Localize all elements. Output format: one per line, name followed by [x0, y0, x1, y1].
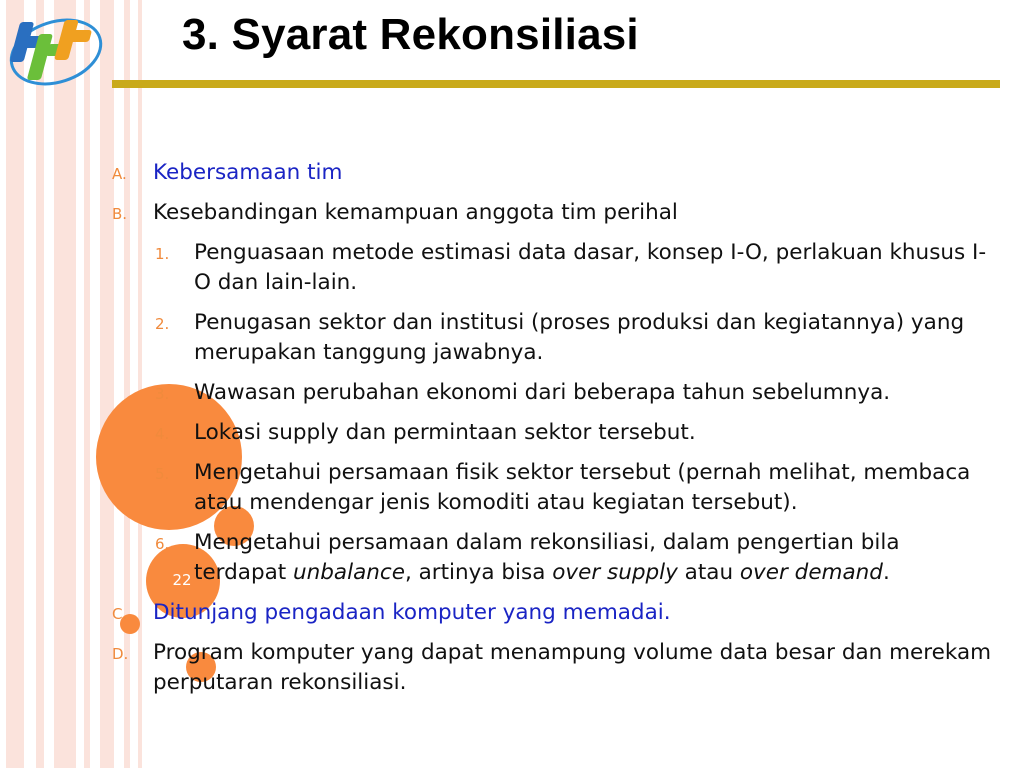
- list-item-text: Wawasan perubahan ekonomi dari beberapa tahun sebelumnya.: [194, 380, 891, 405]
- list-marker: D.: [112, 645, 129, 663]
- list-marker: 4.: [155, 425, 170, 443]
- text-segment-italic: over supply: [552, 560, 678, 585]
- list-marker: 2.: [155, 315, 170, 333]
- list-item: [112, 378, 992, 408]
- list-item: [112, 418, 992, 448]
- list-marker: 3.: [155, 385, 170, 403]
- list-item: [112, 158, 992, 188]
- text-segment-italic: over demand: [739, 560, 883, 585]
- list-item-text: Mengetahui persamaan fisik sektor tersebut (pernah melihat, membaca atau mendengar jenis komoditi atau kegiatan tersebut).: [194, 460, 971, 515]
- list-marker: 5.: [155, 465, 170, 483]
- list-item-text: Penugasan sektor dan institusi (proses produksi dan kegiatannya) yang merupakan tanggung jawabnya.: [194, 310, 965, 365]
- page-number: 22: [172, 571, 192, 589]
- list-item: [112, 458, 992, 518]
- bullet-list: [112, 158, 992, 708]
- title-divider: [112, 80, 1000, 88]
- list-item-text: Program komputer yang dapat menampung volume data besar dan merekam perputaran rekonsiliasi.: [153, 640, 992, 695]
- list-marker: 6.: [155, 535, 170, 553]
- list-item-text: Lokasi supply dan permintaan sektor tersebut.: [194, 420, 696, 445]
- list-item-text: Kesebandingan kemampuan anggota tim perihal: [153, 200, 678, 225]
- slide-title: 3. Syarat Rekonsiliasi: [182, 10, 639, 59]
- text-segment: .: [882, 560, 890, 585]
- list-item: [112, 308, 992, 368]
- list-item: [112, 198, 992, 228]
- list-marker: 1.: [155, 245, 170, 263]
- text-segment-italic: unbalance: [293, 560, 405, 585]
- list-marker: B.: [112, 205, 128, 223]
- list-item: [112, 528, 992, 588]
- list-marker: A.: [112, 165, 127, 183]
- text-segment: Mengetahui persamaan dalam rekonsiliasi, dalam pengertian bila terdapat: [194, 530, 900, 585]
- text-segment: atau: [677, 560, 740, 585]
- list-item-text: [194, 528, 992, 588]
- list-item: [112, 238, 992, 298]
- text-segment: , artinya bisa: [404, 560, 553, 585]
- list-item: [112, 598, 992, 628]
- list-marker: C.: [112, 605, 128, 623]
- list-item-text: Penguasaan metode estimasi data dasar, konsep I-O, perlakuan khusus I-O dan lain-lain.: [194, 240, 987, 295]
- bps-logo-icon: [4, 8, 108, 96]
- list-item-text: Ditunjang pengadaan komputer yang memadai.: [153, 600, 671, 625]
- list-item-text: Kebersamaan tim: [153, 160, 343, 185]
- list-item: [112, 638, 992, 698]
